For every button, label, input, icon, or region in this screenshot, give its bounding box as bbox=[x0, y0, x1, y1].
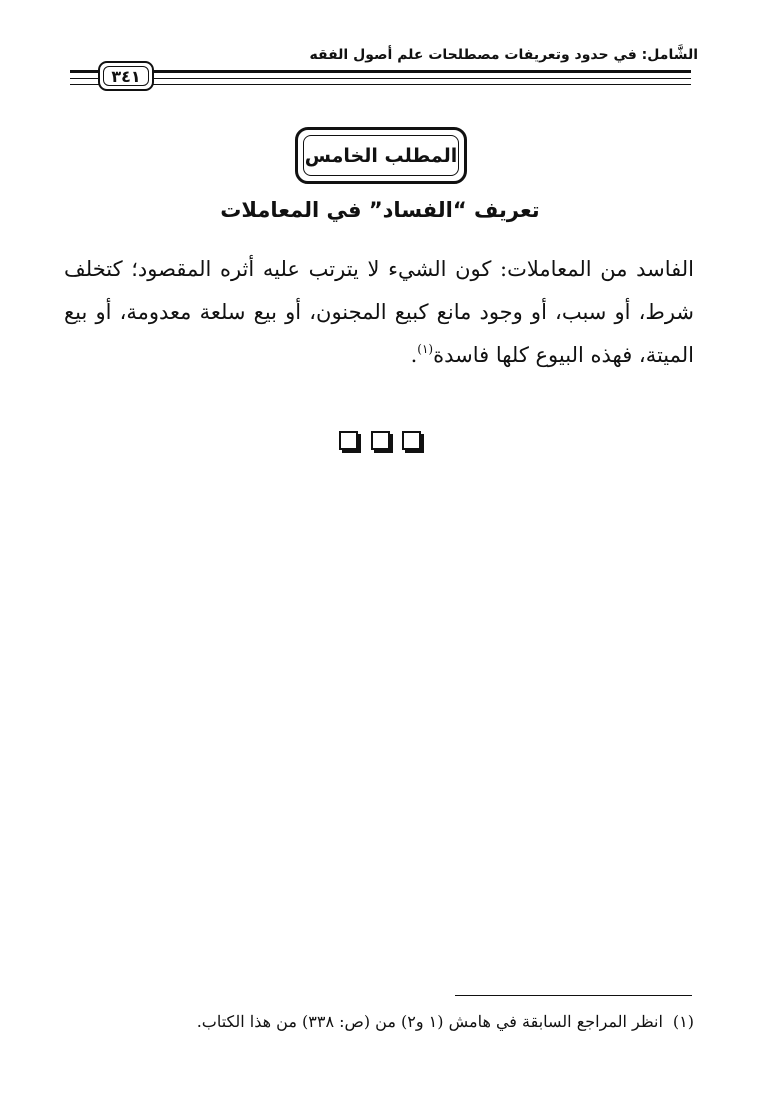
ornament-square-icon bbox=[402, 431, 421, 450]
header-rule-thick bbox=[70, 70, 691, 73]
ornament-square-icon bbox=[371, 431, 390, 450]
section-title-frame bbox=[295, 127, 467, 184]
footnote-reference[interactable]: (١) bbox=[417, 342, 434, 356]
footnote-separator bbox=[455, 995, 692, 996]
paragraph-end-punctuation: . bbox=[410, 343, 418, 367]
footnote-item bbox=[74, 1010, 694, 1034]
section-subheading: تعريف “الفساد” في المعاملات bbox=[220, 198, 540, 222]
footnote-marker: (١) bbox=[672, 1012, 694, 1031]
body-paragraph bbox=[64, 248, 694, 377]
footnote-text: انظر المراجع السابقة في هامش (١ و٢) من (ص: ٣٣٨) من هذا الكتاب. bbox=[196, 1012, 663, 1031]
header-rule-thin-lower bbox=[70, 84, 691, 85]
page-number-frame bbox=[98, 61, 154, 91]
page-number: ٣٤١ bbox=[111, 66, 141, 86]
section-title: المطلب الخامس bbox=[304, 144, 458, 167]
paragraph-text: الفاسد من المعاملات: كون الشيء لا يترتب عليه أثره المقصود؛ كتخلف شرط، أو سبب، أو وجود مانع كبيع المجنون، أو بيع سلعة معدومة، أو بيع الميتة، فهذه البيوع كلها فاسدة bbox=[64, 257, 694, 367]
header-rule-thin bbox=[70, 78, 691, 79]
section-end-ornament bbox=[339, 431, 421, 451]
ornament-square-icon bbox=[339, 431, 358, 450]
running-header-title: الشَّامل: في حدود وتعريفات مصطلحات علم أصول الفقه bbox=[309, 47, 698, 63]
